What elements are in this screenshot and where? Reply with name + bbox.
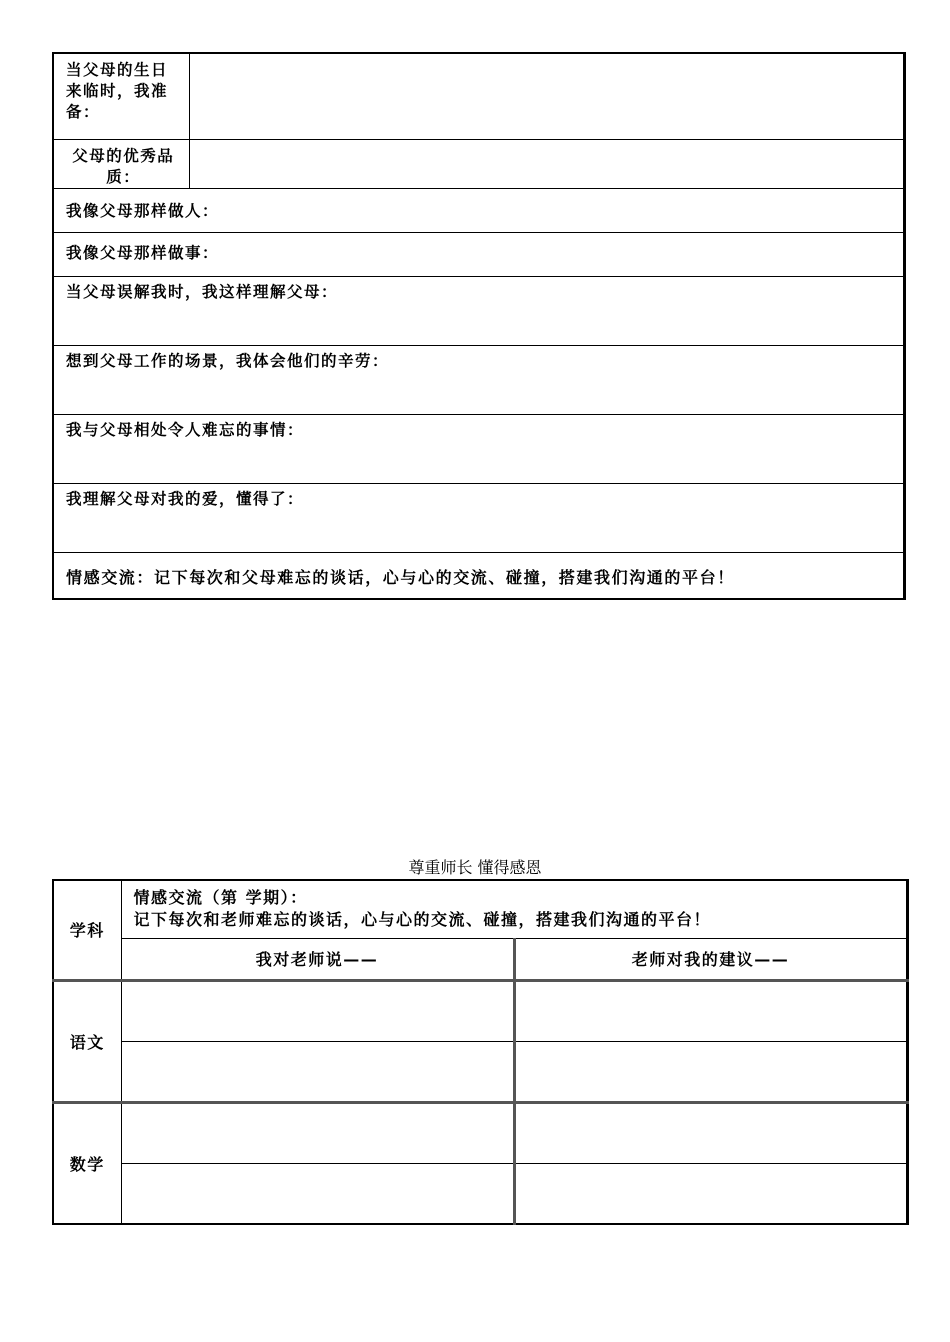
parents-love-row[interactable]: 我理解父母对我的爱，懂得了： [53,483,905,552]
teacher-advice-header: 老师对我的建议—— [514,938,907,980]
parents-work-row[interactable]: 想到父母工作的场景，我体会他们的辛劳： [53,345,905,414]
emotional-exchange-row[interactable]: 情感交流：记下每次和父母难忘的谈话，心与心的交流、碰撞，搭建我们沟通的平台！ [53,552,905,599]
teacher-intro-line2: 记下每次和老师难忘的谈话，心与心的交流、碰撞，搭建我们沟通的平台！ [133,910,712,929]
math-to-teacher-cell-1[interactable] [121,1102,514,1163]
memorable-events-row[interactable]: 我与父母相处令人难忘的事情： [53,414,905,483]
work-like-parents-row[interactable]: 我像父母那样做事： [53,232,905,276]
birthday-prep-label: 当父母的生日来临时，我准备： [53,53,189,139]
chinese-to-teacher-cell-1[interactable] [121,980,514,1041]
parent-qualities-label: 父母的优秀品质： [53,139,189,188]
subject-chinese-label: 语文 [53,980,121,1102]
math-advice-cell-1[interactable] [514,1102,907,1163]
chinese-advice-cell-2[interactable] [514,1041,907,1102]
chinese-to-teacher-cell-2[interactable] [121,1041,514,1102]
subject-header: 学科 [53,880,121,980]
teacher-intro-line1: 情感交流（第 学期）： [133,888,308,907]
math-advice-cell-2[interactable] [514,1163,907,1224]
parents-form-table [52,52,906,600]
chinese-advice-cell-1[interactable] [514,980,907,1041]
be-like-parents-row[interactable]: 我像父母那样做人： [53,188,905,232]
subject-math-label: 数学 [53,1102,121,1224]
to-teacher-header: 我对老师说—— [121,938,514,980]
teacher-section-title: 尊重师长 懂得感恩 [408,858,542,877]
teacher-intro [121,880,907,938]
understand-parents-row[interactable]: 当父母误解我时，我这样理解父母： [53,276,905,345]
teacher-form-table [52,879,909,1225]
math-to-teacher-cell-2[interactable] [121,1163,514,1224]
parent-qualities-field[interactable] [189,139,905,188]
birthday-prep-field[interactable] [189,53,905,139]
